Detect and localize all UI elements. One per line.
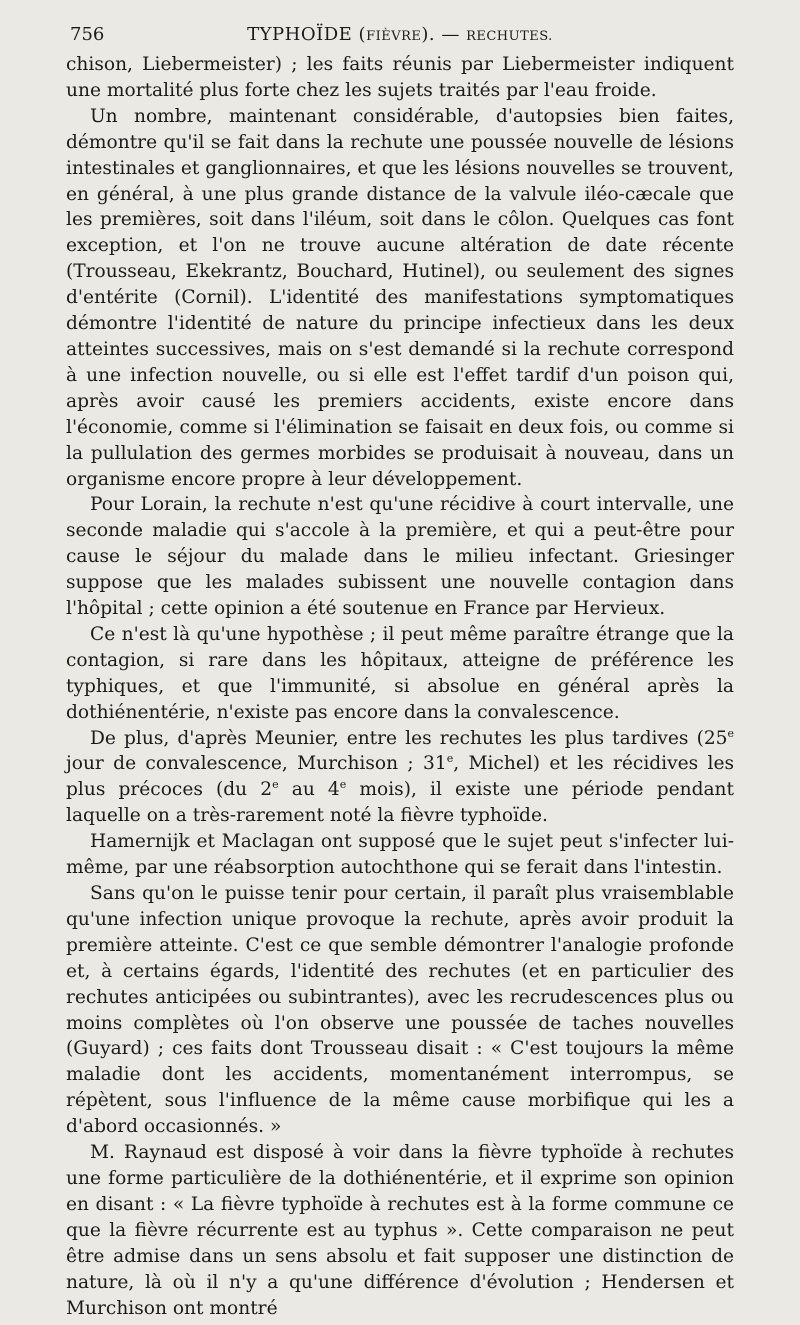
- paragraph: Ce n'est là qu'une hypothèse ; il peut même paraître étrange que la contagion, si rare dans les hôpitaux, atteigne de préférence les typhiques, et que l'immunité, si absolue en général après la dothiénentérie, n'existe pas encore dans la convalescence.: [66, 623, 734, 723]
- title-main: TYPHOÏDE: [247, 24, 353, 45]
- paragraph: M. Raynaud est disposé à voir dans la fièvre typhoïde à rechutes une forme particulière de la dothiénentérie, et il exprime son opinion en disant : « La fièvre typhoïde à rechutes est à la forme commune ce que la fièvre récurrente est au typhus ». Cette comparaison ne peut être admise dans un sens absolu et fait supposer une distinction de nature, là où il n'y a qu'une différence d'évolution ; Hendersen et Murchison ont montré: [66, 1142, 734, 1319]
- paragraph: Sans qu'on le puisse tenir pour certain, il paraît plus vraisemblable qu'une infection unique provoque la rechute, après avoir produit la première atteinte. C'est ce que semble démontrer l'analogie profonde et, à certains égards, l'identité des rechutes (et en particulier des rechutes anticipées ou subintrantes), avec les recrudescences plus ou moins complètes où l'on observe une poussée de taches nouvelles (Guyard) ; ces faits dont Trousseau disait : « C'est toujours la même maladie dont les accidents, momentanément interrompus, se répètent, sous l'influence de la même cause morbifique qui les a d'abord occasionnés. »: [66, 883, 734, 1138]
- paragraph: De plus, d'après Meunier, entre les rechutes les plus tardives (25e jour de convalescence, Murchison ; 31e, Michel) et les récidives les plus précoces (du 2e au 4e mois), il existe une période pendant laquelle on a très-rarement noté la fièvre typhoïde.: [66, 726, 735, 827]
- paragraph: Un nombre, maintenant considérable, d'autopsies bien faites, démontre qu'il se fait dans la rechute une poussée nouvelle de lésions intestinales et ganglionnaires, et que les lésions nouvelles se trouvent, en général, à une plus grande distance de la valvule iléo-cæcale que les premières, soit dans l'iléum, soit dans le côlon. Quelques cas font exception, et l'on ne trouve aucune altération de date récente (Trousseau, Ekekrantz, Bouchard, Hutinel), ou seulement des signes d'entérite (Cornil). L'identité des manifestations symptomatiques démontre l'identité de nature du principe infectieux dans les deux atteintes successives, mais on s'est demandé si la rechute correspond à une infection nouvelle, ou si elle est l'effet tardif d'un poison qui, après avoir causé les premiers accidents, existe encore dans l'économie, comme si l'élimination se faisait en deux fois, ou comme si la pullulation des germes morbides se produisait à nouveau, dans un organisme encore propre à leur développement.: [66, 105, 734, 490]
- running-header: [66, 18, 734, 52]
- running-title: TYPHOÏDE (FIÈVRE). — RECHUTES.: [247, 24, 553, 45]
- paragraph: Pour Lorain, la rechute n'est qu'une récidive à court intervalle, une seconde maladie qui s'accole à la première, et qui a peut-être pour cause le séjour du malade dans le milieu infectant. Griesinger suppose que les malades subissent une nouvelle contagion dans l'hôpital ; cette opinion a été soutenue en France par Hervieux.: [66, 494, 734, 620]
- body-text: [66, 52, 734, 1321]
- page-number: 756: [70, 24, 105, 45]
- paragraph: chison, Liebermeister) ; les faits réunis par Liebermeister indiquent une mortalité plus forte chez les sujets traités par l'eau froide.: [66, 54, 734, 101]
- title-section: RECHUTES.: [466, 29, 553, 44]
- paragraph: Hamernijk et Maclagan ont supposé que le sujet peut s'infecter lui-même, par une réabsorption autochthone qui se ferait dans l'intestin.: [66, 831, 734, 879]
- title-paren-word: FIÈVRE: [366, 29, 422, 44]
